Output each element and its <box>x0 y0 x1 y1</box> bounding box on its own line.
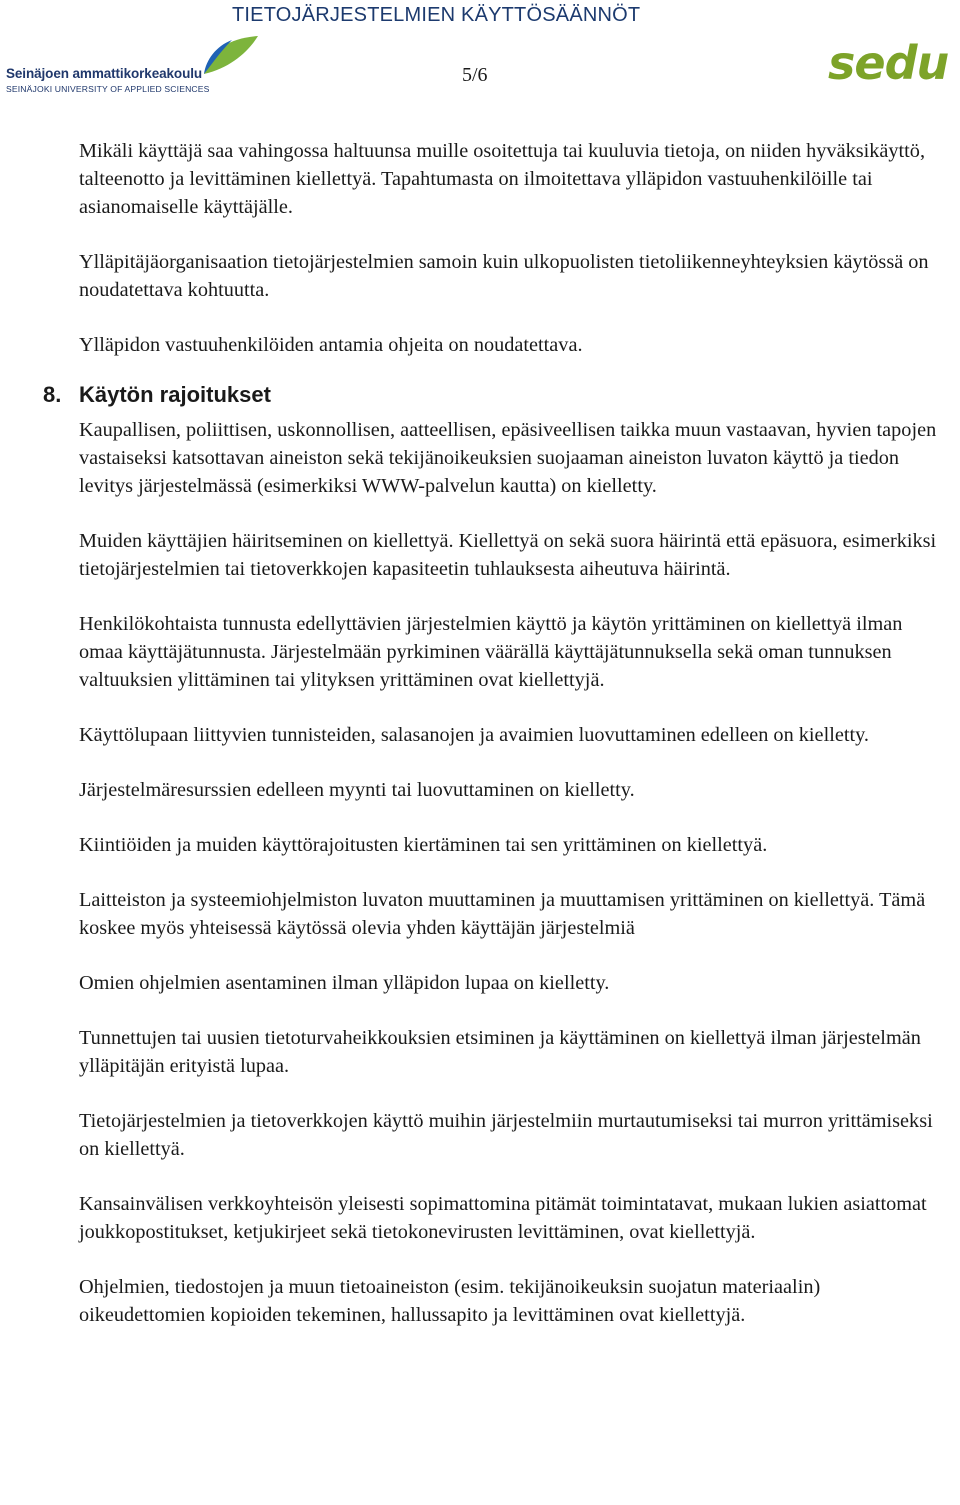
document-body <box>43 137 949 1356</box>
seamk-logo <box>6 34 261 98</box>
section-paragraph: Tunnettujen tai uusien tietoturvaheikkouksien etsiminen ja käyttäminen on kiellettyä ilman järjestelmän ylläpitäjän erityistä lupaa. <box>79 1027 921 1077</box>
section-paragraph: Henkilökohtaista tunnusta edellyttävien järjestelmien käyttö ja käytön yrittäminen on kiellettyä ilman omaa käyttäjätunnusta. Järjestelmään pyrkiminen väärällä käyttäjätunnuksella sekä oman tunnuksen valtuuksien ylittäminen tai ylityksen yrittäminen ovat kiellettyjä. <box>79 613 903 691</box>
sedu-logo: sedu <box>828 36 949 90</box>
section-paragraph: Käyttölupaan liittyvien tunnisteiden, salasanojen ja avaimien luovuttaminen edelleen on kielletty. <box>79 724 869 746</box>
page-number: 5/6 <box>462 64 488 86</box>
seamk-leaf-icon <box>202 34 262 78</box>
section-paragraph: Muiden käyttäjien häiritseminen on kiellettyä. Kiellettyä on sekä suora häirintä että epäsuora, esimerkiksi tietojärjestelmien tai tietoverkkojen kapasiteetin tuhlauksesta aiheutuva häirintä. <box>79 530 937 580</box>
section-paragraph: Kaupallisen, poliittisen, uskonnollisen, aatteellisen, epäsiveellisen taikka muun vastaavan, hyvien tapojen vastaiseksi katsottavan aineiston sekä tekijänoikeuksien suojaaman aineiston luvaton käyttö ja tiedon levitys järjestelmässä (esimerkiksi WWW-palvelun kautta) on kielletty. <box>79 419 937 497</box>
document-title: TIETOJÄRJESTELMIEN KÄYTTÖSÄÄNNÖT <box>232 4 641 26</box>
paragraph-intro-3: Ylläpidon vastuuhenkilöiden antamia ohjeita on noudatettava. <box>79 334 583 356</box>
section-paragraph: Omien ohjelmien asentaminen ilman ylläpidon lupaa on kielletty. <box>79 972 610 994</box>
section-title: Käytön rajoitukset <box>79 382 271 407</box>
paragraph-intro-1: Mikäli käyttäjä saa vahingossa haltuunsa muille osoitettuja tai kuuluvia tietoja, on niiden hyväksikäyttö, talteenotto ja levittäminen kiellettyä. Tapahtumasta on ilmoitettava ylläpidon vastuuhenkilöille tai asianomaiselle käyttäjälle. <box>79 140 926 218</box>
section-paragraph: Ohjelmien, tiedostojen ja muun tietoaineiston (esim. tekijänoikeuksin suojatun materiaalin) oikeudettomien kopioiden tekeminen, hallussapito ja levittäminen ovat kiellettyjä. <box>79 1276 821 1326</box>
seamk-logo-name: Seinäjoen ammattikorkeakoulu <box>6 66 203 81</box>
section-number: 8. <box>43 382 62 407</box>
seamk-logo-subtitle: SEINÄJOKI UNIVERSITY OF APPLIED SCIENCES <box>6 84 210 94</box>
section-paragraph: Kiintiöiden ja muiden käyttörajoitusten kiertäminen tai sen yrittäminen on kiellettyä. <box>79 834 768 856</box>
section-paragraph: Kansainvälisen verkkoyhteisön yleisesti sopimattomina pitämät toimintatavat, mukaan lukien asiattomat joukkopostitukset, ketjukirjeet sekä tietokonevirusten levittäminen, ovat kiellettyjä. <box>79 1193 927 1243</box>
section-heading <box>43 380 949 410</box>
section-paragraph: Järjestelmäresurssien edelleen myynti tai luovuttaminen on kielletty. <box>79 779 635 801</box>
paragraph-intro-2: Ylläpitäjäorganisaation tietojärjestelmien samoin kuin ulkopuolisten tietoliikenneyhteyksien käytössä on noudatettava kohtuutta. <box>79 251 929 301</box>
section-paragraph: Laitteiston ja systeemiohjelmiston luvaton muuttaminen ja muuttamisen yrittäminen on kiellettyä. Tämä koskee myös yhteisessä käytössä olevia yhden käyttäjän järjestelmiä <box>79 889 926 939</box>
section-paragraph: Tietojärjestelmien ja tietoverkkojen käyttö muihin järjestelmiin murtautumiseksi tai murron yrittämiseksi on kiellettyä. <box>79 1110 933 1160</box>
